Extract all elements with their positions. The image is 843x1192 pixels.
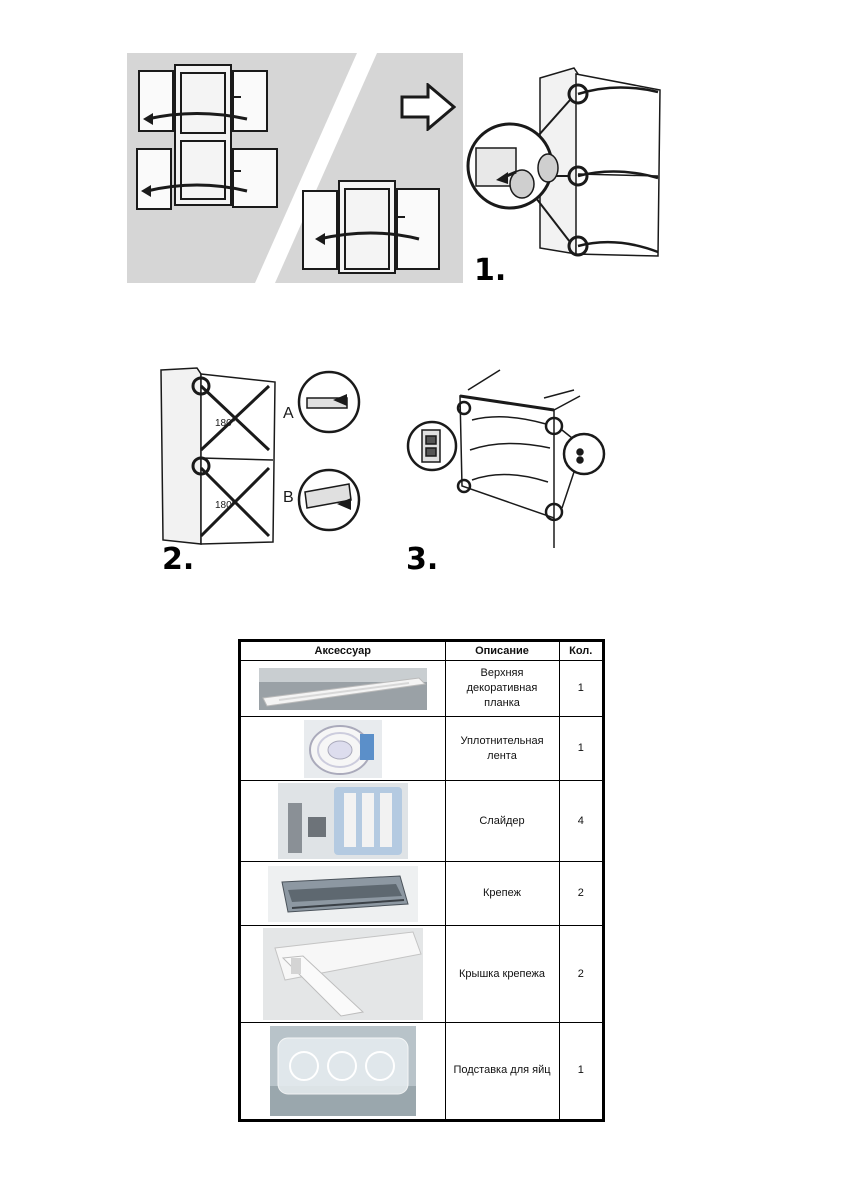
step-number-3: 3. [406,542,439,577]
row-description: Крепеж [445,862,559,926]
table-row [241,926,602,1023]
figure-slider-install [404,368,614,550]
row-qty: 1 [559,717,602,781]
egg-tray-photo [270,1026,416,1116]
photo-cell [241,661,445,717]
row-description: Подставка для яйц [445,1023,559,1119]
header-accessory: Аксессуар [241,642,445,661]
row-qty: 1 [559,661,602,717]
figure-hinge-removal [466,66,672,271]
row-qty: 2 [559,862,602,926]
row-description: Верхняя декоративная планка [445,661,559,717]
row-description: Слайдер [445,781,559,862]
table-row [241,1023,602,1119]
row-qty: 1 [577,1064,584,1077]
photo-cell [241,781,445,862]
detail-label-b: B [283,489,294,506]
figure-door-rotation [157,364,389,550]
top-trim-strip-photo [259,668,427,710]
step-number-1: 1. [474,253,507,288]
angle-label-bottom: 180° [215,500,236,511]
photo-cell [241,717,445,781]
table-row [241,781,602,862]
row-description: Уплотнительная лента [445,717,559,781]
table-row [241,717,602,781]
table-row [241,862,602,926]
row-qty: 2 [559,926,602,1023]
step-number-2: 2. [162,542,195,577]
accessories-table [238,639,605,1122]
table-row [241,661,602,717]
photo-cell [241,926,445,1023]
table-header-row [241,642,602,661]
arrow-right-icon [400,83,456,131]
detail-label-a: A [283,405,294,422]
metal-bracket-photo [268,866,418,922]
slider-parts-photo [278,783,408,859]
header-qty: Кол. [559,642,602,661]
bracket-cover-photo [263,928,423,1020]
photo-cell [241,862,445,926]
row-qty: 4 [559,781,602,862]
angle-label-top: 180° [215,418,236,429]
sealing-tape-roll-photo [304,720,382,778]
photo-cell [241,1023,445,1119]
row-description: Крышка крепежа [445,926,559,1023]
header-description: Описание [445,642,559,661]
